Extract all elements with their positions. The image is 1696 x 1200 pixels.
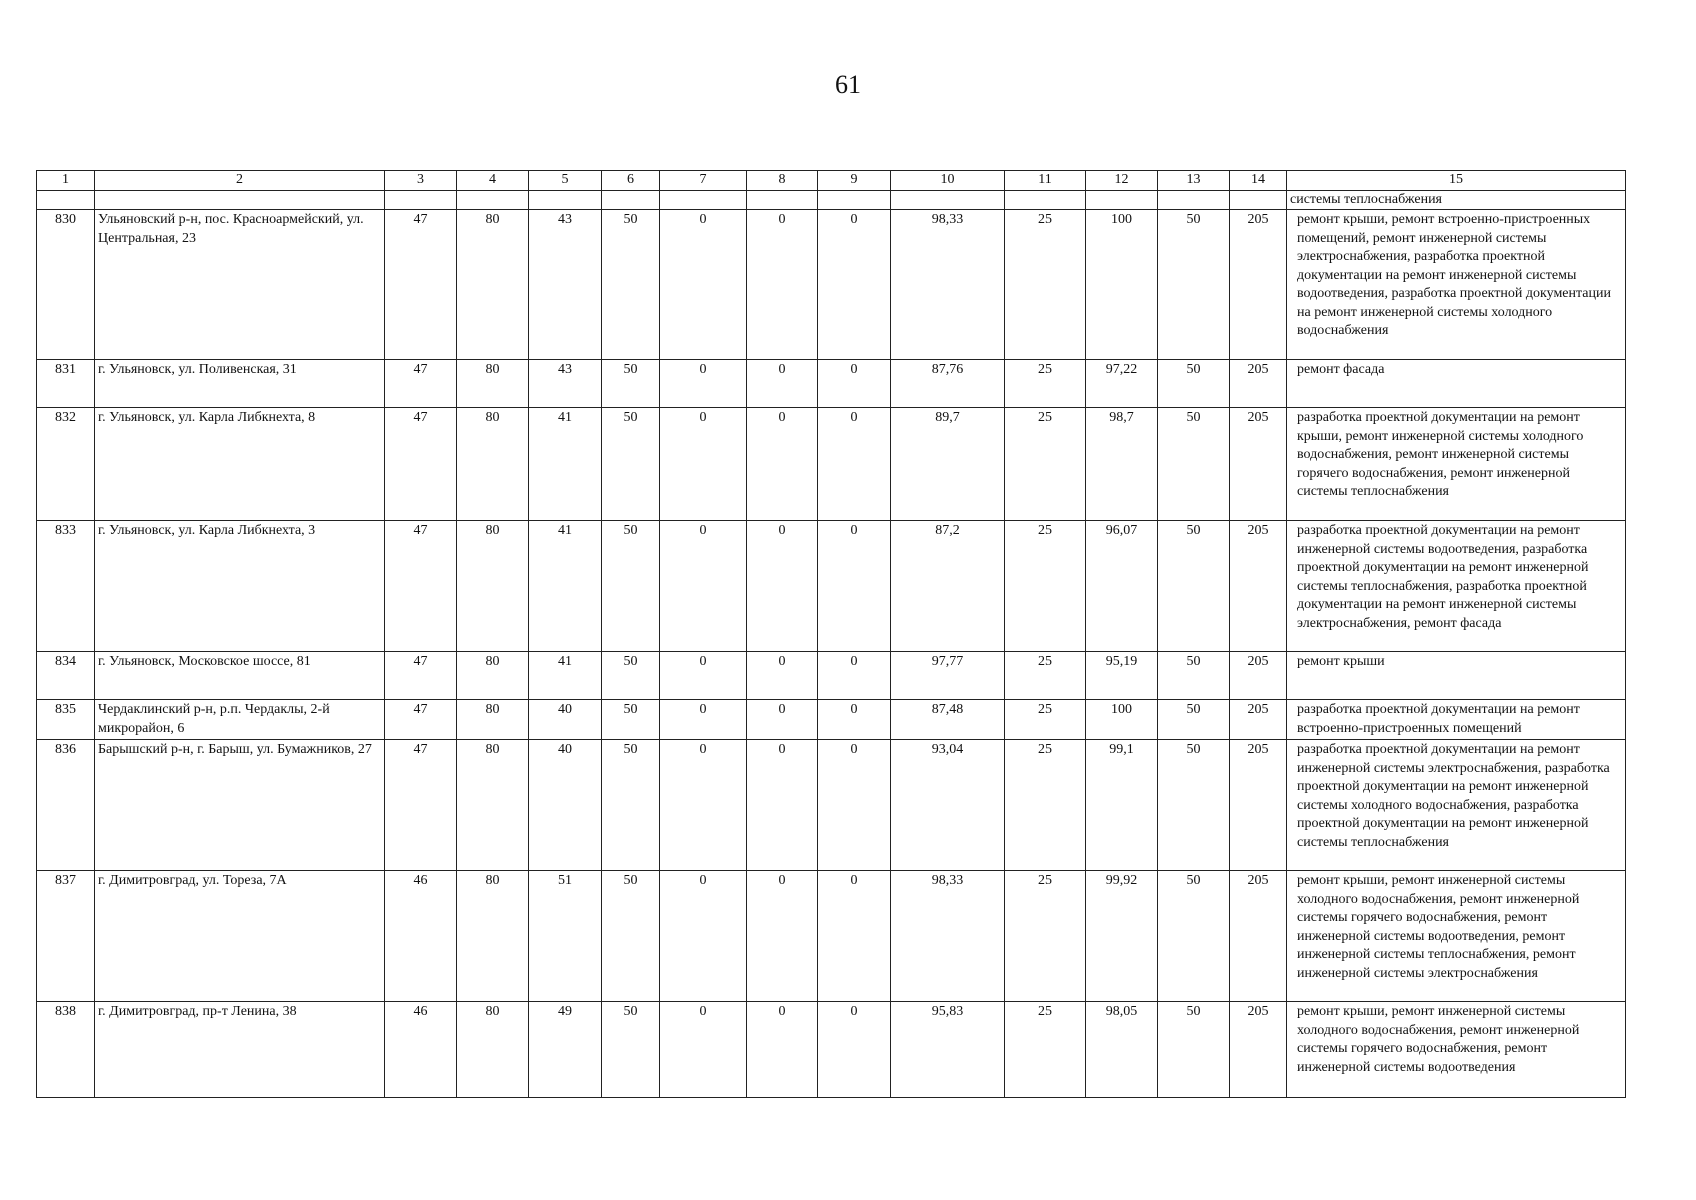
value-col-5: 40: [529, 740, 602, 871]
address: г. Ульяновск, ул. Карла Либкнехта, 8: [95, 408, 385, 521]
value-col-10: 93,04: [891, 740, 1005, 871]
value-col-13: 50: [1158, 740, 1230, 871]
value-col-12: 98,7: [1086, 408, 1158, 521]
row-number: 835: [37, 700, 95, 740]
address: Чердаклинский р-н, р.п. Чердаклы, 2-й микрорайон, 6: [95, 700, 385, 740]
work-description: разработка проектной документации на ремонт инженерной системы электроснабжения, разработка проектной документации на ремонт инженерной системы холодного водоснабжения, разработка проектной документации на ремонт инженерной системы теплоснабжения: [1287, 740, 1626, 871]
value-col-6: 50: [602, 521, 660, 652]
value-col-13: 50: [1158, 210, 1230, 360]
table-row: [37, 210, 1626, 360]
column-header: 9: [818, 171, 891, 191]
work-description: ремонт крыши, ремонт инженерной системы холодного водоснабжения, ремонт инженерной системы горячего водоснабжения, ремонт инженерной системы водоотведения, ремонт инженерной системы теплоснабжения, ремонт инженерной системы электроснабжения: [1287, 871, 1626, 1002]
value-col-4: 80: [457, 740, 529, 871]
value-col-7: 0: [660, 700, 747, 740]
value-col-13: 50: [1158, 408, 1230, 521]
value-col-8: 0: [747, 408, 818, 521]
value-col-5: 43: [529, 360, 602, 408]
value-col-12: 96,07: [1086, 521, 1158, 652]
address: г. Димитровград, пр-т Ленина, 38: [95, 1002, 385, 1098]
value-col-11: 25: [1005, 740, 1086, 871]
value-col-3: 47: [385, 408, 457, 521]
value-col-4: 80: [457, 210, 529, 360]
column-header: 4: [457, 171, 529, 191]
table-row: [37, 871, 1626, 1002]
value-col-13: 50: [1158, 700, 1230, 740]
value-col-3: 47: [385, 700, 457, 740]
value-col-8: 0: [747, 210, 818, 360]
row-number: 833: [37, 521, 95, 652]
work-description: разработка проектной документации на ремонт крыши, ремонт инженерной системы холодного водоснабжения, ремонт инженерной системы горячего водоснабжения, ремонт инженерной системы теплоснабжения: [1287, 408, 1626, 521]
value-col-9: 0: [818, 1002, 891, 1098]
value-col-6: 50: [602, 740, 660, 871]
value-col-6: 50: [602, 210, 660, 360]
column-number-header-row: [37, 171, 1626, 191]
value-col-12: 99,1: [1086, 740, 1158, 871]
value-col-8: 0: [747, 652, 818, 700]
value-col-10: 87,76: [891, 360, 1005, 408]
value-col-3: 46: [385, 1002, 457, 1098]
column-header: 5: [529, 171, 602, 191]
address: г. Ульяновск, Московское шоссе, 81: [95, 652, 385, 700]
value-col-14: 205: [1230, 1002, 1287, 1098]
value-col-5: 41: [529, 521, 602, 652]
value-col-11: 25: [1005, 210, 1086, 360]
value-col-10: 98,33: [891, 210, 1005, 360]
column-header: 11: [1005, 171, 1086, 191]
column-header: 6: [602, 171, 660, 191]
value-col-12: 100: [1086, 700, 1158, 740]
value-col-7: 0: [660, 652, 747, 700]
value-col-10: 87,2: [891, 521, 1005, 652]
value-col-11: 25: [1005, 871, 1086, 1002]
value-col-4: 80: [457, 521, 529, 652]
value-col-9: 0: [818, 360, 891, 408]
work-description: ремонт крыши, ремонт инженерной системы холодного водоснабжения, ремонт инженерной системы горячего водоснабжения, ремонт инженерной системы водоотведения: [1287, 1002, 1626, 1098]
value-col-14: 205: [1230, 700, 1287, 740]
table-row: [37, 1002, 1626, 1098]
value-col-8: 0: [747, 1002, 818, 1098]
table-row: [37, 740, 1626, 871]
value-col-6: 50: [602, 1002, 660, 1098]
work-description: ремонт фасада: [1287, 360, 1626, 408]
row-number: 836: [37, 740, 95, 871]
value-col-3: 47: [385, 210, 457, 360]
value-col-7: 0: [660, 408, 747, 521]
value-col-8: 0: [747, 740, 818, 871]
value-col-3: 47: [385, 521, 457, 652]
value-col-14: 205: [1230, 652, 1287, 700]
value-col-6: 50: [602, 871, 660, 1002]
value-col-9: 0: [818, 521, 891, 652]
value-col-5: 51: [529, 871, 602, 1002]
value-col-8: 0: [747, 871, 818, 1002]
value-col-5: 41: [529, 652, 602, 700]
value-col-11: 25: [1005, 1002, 1086, 1098]
column-header: 7: [660, 171, 747, 191]
row-number: 838: [37, 1002, 95, 1098]
address: г. Ульяновск, ул. Карла Либкнехта, 3: [95, 521, 385, 652]
value-col-9: 0: [818, 210, 891, 360]
value-col-14: 205: [1230, 871, 1287, 1002]
value-col-13: 50: [1158, 521, 1230, 652]
column-header: 13: [1158, 171, 1230, 191]
value-col-12: 99,92: [1086, 871, 1158, 1002]
value-col-8: 0: [747, 521, 818, 652]
value-col-14: 205: [1230, 408, 1287, 521]
work-description: разработка проектной документации на ремонт встроенно-пристроенных помещений: [1287, 700, 1626, 740]
value-col-7: 0: [660, 740, 747, 871]
value-col-11: 25: [1005, 700, 1086, 740]
value-col-12: 98,05: [1086, 1002, 1158, 1098]
column-header: 3: [385, 171, 457, 191]
value-col-11: 25: [1005, 408, 1086, 521]
value-col-7: 0: [660, 210, 747, 360]
value-col-4: 80: [457, 652, 529, 700]
value-col-13: 50: [1158, 871, 1230, 1002]
row-number: 832: [37, 408, 95, 521]
work-description: разработка проектной документации на ремонт инженерной системы водоотведения, разработка проектной документации на ремонт инженерной системы теплоснабжения, разработка проектной документации на ремонт инженерной системы электроснабжения, ремонт фасада: [1287, 521, 1626, 652]
table-row: [37, 408, 1626, 521]
address: г. Димитровград, ул. Тореза, 7А: [95, 871, 385, 1002]
column-header: 10: [891, 171, 1005, 191]
value-col-9: 0: [818, 408, 891, 521]
value-col-12: 95,19: [1086, 652, 1158, 700]
value-col-11: 25: [1005, 652, 1086, 700]
value-col-7: 0: [660, 521, 747, 652]
work-description: ремонт крыши: [1287, 652, 1626, 700]
column-header: 12: [1086, 171, 1158, 191]
value-col-4: 80: [457, 871, 529, 1002]
value-col-5: 40: [529, 700, 602, 740]
value-col-7: 0: [660, 360, 747, 408]
value-col-10: 87,48: [891, 700, 1005, 740]
value-col-4: 80: [457, 1002, 529, 1098]
value-col-14: 205: [1230, 360, 1287, 408]
column-header: 2: [95, 171, 385, 191]
column-header: 14: [1230, 171, 1287, 191]
address: г. Ульяновск, ул. Поливенская, 31: [95, 360, 385, 408]
value-col-6: 50: [602, 408, 660, 521]
table-row: [37, 700, 1626, 740]
address: Барышский р-н, г. Барыш, ул. Бумажников, 27: [95, 740, 385, 871]
table-row: [37, 521, 1626, 652]
value-col-13: 50: [1158, 360, 1230, 408]
row-number: 837: [37, 871, 95, 1002]
continuation-row: [37, 190, 1626, 210]
row-number: 830: [37, 210, 95, 360]
value-col-10: 89,7: [891, 408, 1005, 521]
value-col-11: 25: [1005, 360, 1086, 408]
value-col-9: 0: [818, 700, 891, 740]
value-col-8: 0: [747, 700, 818, 740]
value-col-8: 0: [747, 360, 818, 408]
column-header: 8: [747, 171, 818, 191]
value-col-9: 0: [818, 652, 891, 700]
column-header: 15: [1287, 171, 1626, 191]
value-col-12: 97,22: [1086, 360, 1158, 408]
value-col-5: 43: [529, 210, 602, 360]
value-col-4: 80: [457, 408, 529, 521]
value-col-9: 0: [818, 871, 891, 1002]
page-number: 61: [835, 70, 861, 99]
value-col-7: 0: [660, 871, 747, 1002]
value-col-3: 46: [385, 871, 457, 1002]
value-col-12: 100: [1086, 210, 1158, 360]
continuation-text: системы теплоснабжения: [1287, 190, 1626, 210]
value-col-4: 80: [457, 700, 529, 740]
row-number: 831: [37, 360, 95, 408]
row-number: 834: [37, 652, 95, 700]
table-row: [37, 652, 1626, 700]
value-col-6: 50: [602, 360, 660, 408]
value-col-10: 98,33: [891, 871, 1005, 1002]
value-col-9: 0: [818, 740, 891, 871]
column-header: 1: [37, 171, 95, 191]
value-col-5: 49: [529, 1002, 602, 1098]
value-col-11: 25: [1005, 521, 1086, 652]
value-col-3: 47: [385, 652, 457, 700]
value-col-6: 50: [602, 652, 660, 700]
repair-program-table: [36, 170, 1626, 1098]
value-col-13: 50: [1158, 652, 1230, 700]
value-col-4: 80: [457, 360, 529, 408]
value-col-14: 205: [1230, 521, 1287, 652]
value-col-3: 47: [385, 740, 457, 871]
value-col-5: 41: [529, 408, 602, 521]
value-col-6: 50: [602, 700, 660, 740]
value-col-7: 0: [660, 1002, 747, 1098]
value-col-14: 205: [1230, 210, 1287, 360]
value-col-10: 95,83: [891, 1002, 1005, 1098]
table-row: [37, 360, 1626, 408]
value-col-10: 97,77: [891, 652, 1005, 700]
work-description: ремонт крыши, ремонт встроенно-пристроенных помещений, ремонт инженерной системы электроснабжения, разработка проектной документации на ремонт инженерной системы водоотведения, разработка проектной документации на ремонт инженерной системы холодного водоснабжения: [1287, 210, 1626, 360]
value-col-3: 47: [385, 360, 457, 408]
value-col-13: 50: [1158, 1002, 1230, 1098]
value-col-14: 205: [1230, 740, 1287, 871]
address: Ульяновский р-н, пос. Красноармейский, ул. Центральная, 23: [95, 210, 385, 360]
